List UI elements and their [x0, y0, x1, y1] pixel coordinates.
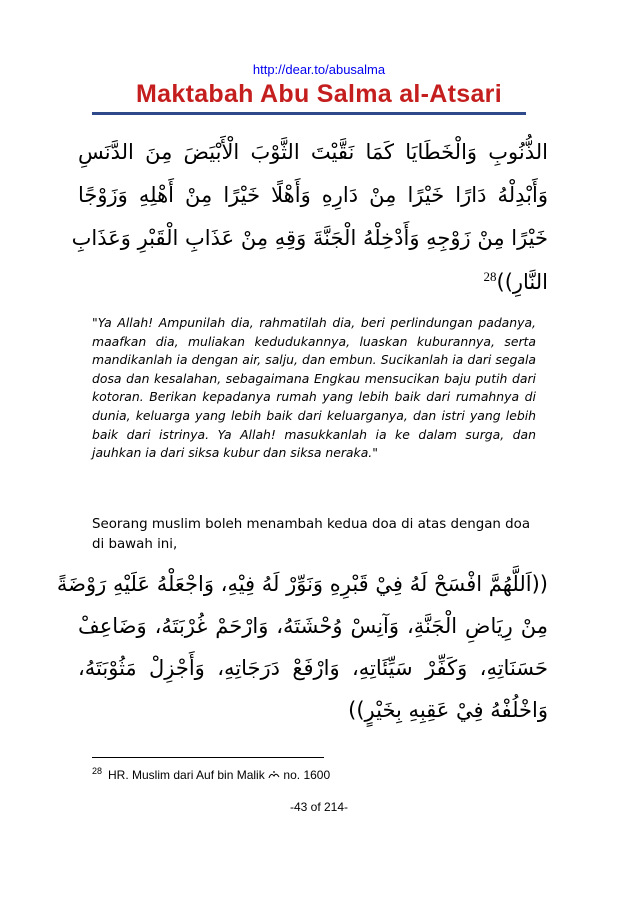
arabic-line-4-text: النَّارِ)): [496, 270, 548, 294]
translation-text: "Ya Allah! Ampunilah dia, rahmatilah dia, beri perlindungan padanya, maafkan dia, muliakan kedudukannya, luaskan kuburannya, serta mandikanlah ia dengan air, salju, dan embun. Sucikanlah ia dari segala dosa dan kesalahan, sebagaimana Engkau mensucikan baju putih dari kotoran. Berikan kepadanya rumah yang lebih baik dari rumahnya di dunia, keluarga yang lebih baik dari keluarganya, dan istri yang lebih baik dari istrinya. Ya Allah! masukkanlah ia ke dalam surga, dan jauhkan ia dari siksa kubur dan siksa neraka.": [92, 315, 536, 461]
arabic-dua-line-4: وَاخْلُفْهُ فِيْ عَقِبِهِ بِخَيْرٍ)): [348, 698, 548, 722]
page-number: -43 of 214-: [289, 800, 349, 814]
footnote-text-after: no. 1600: [283, 768, 331, 782]
body-paragraph: Seorang muslim boleh menambah kedua doa di atas dengan doa di bawah ini,: [92, 517, 531, 552]
header-title: Maktabah Abu Salma al-Atsari: [136, 80, 502, 108]
footnote-reference[interactable]: 28: [483, 269, 497, 284]
arabic-dua-line-2: مِنْ رِيَاضِ الْجَنَّةِ، وَآنِسْ وُحْشَتَهُ، وَارْحَمْ غُرْبَتَهُ، وَضَاعِفْ: [78, 614, 548, 638]
arabic-dua-line-1: ((اَللَّهُمَّ افْسَحْ لَهُ فِيْ قَبْرِهِ وَنَوِّرْ لَهُ فِيْهِ، وَاجْعَلْهُ عَلَيْهِ رَوْضَةً: [56, 572, 548, 596]
arabic-dua-line-3: حَسَنَاتِهِ، وَكَفِّرْ سَيِّئَاتِهِ، وَارْفَعْ دَرَجَاتِهِ، وَأَجْزِلْ مَثُوْبَتَهُ،: [78, 656, 548, 680]
footnote-text-before: HR. Muslim dari Auf bin Malik: [108, 768, 265, 782]
arabic-line-2: وَأَبْدِلْهُ دَارًا خَيْرًا مِنْ دَارِهِ وَأَهْلًا خَيْرًا مِنْ أَهْلِهِ وَزَوْجًا: [78, 183, 548, 207]
footnote-divider: [92, 757, 324, 758]
arabic-line-3: خَيْرًا مِنْ زَوْجِهِ وَأَدْخِلْهُ الْجَنَّةَ وَقِهِ مِنْ عَذَابِ الْقَبْرِ وَعَذَابِ: [71, 226, 548, 250]
footnote: [92, 766, 532, 782]
arabic-line-1: الذُّنُوبِ وَالْخَطَايَا كَمَا نَقَّيْتَ الثَّوْبَ الْأَبْيَضَ مِنَ الدَّنَسِ: [78, 140, 548, 164]
honorific-glyph-icon: [268, 770, 280, 780]
arabic-line-4: [78, 269, 548, 294]
footnote-number: 28: [92, 766, 103, 776]
header-url-link[interactable]: http://dear.to/abusalma: [252, 62, 386, 77]
header-divider: [92, 112, 526, 115]
